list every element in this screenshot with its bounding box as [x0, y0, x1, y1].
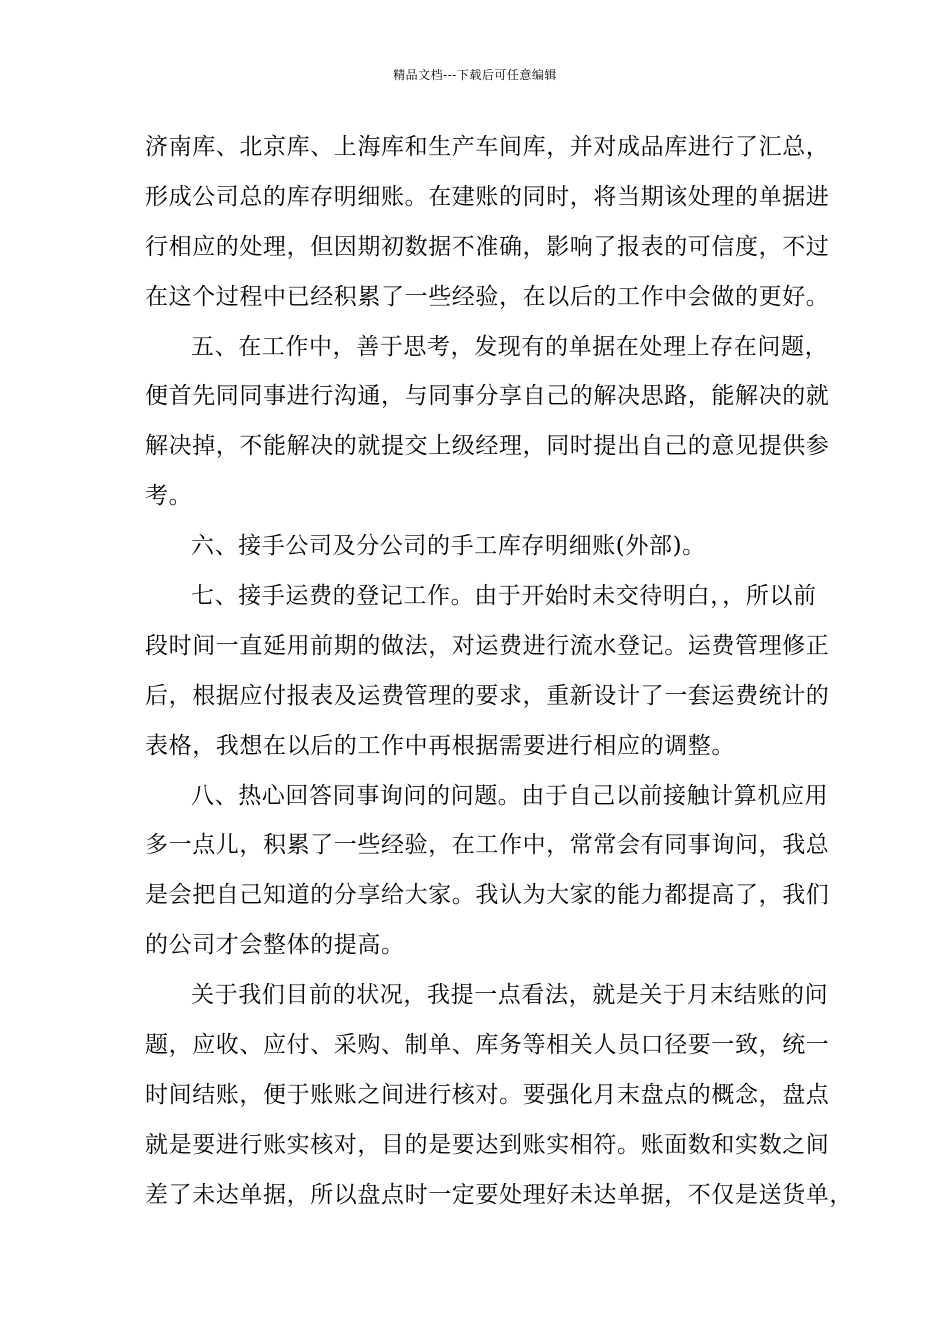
text-line: 就是要进行账实核对，目的是要达到账实相符。账面数和实数之间: [145, 1131, 830, 1158]
text-line: 五、在工作中，善于思考，发现有的单据在处理上存在问题，: [191, 333, 829, 360]
body-text: [145, 129, 853, 1227]
text-line: 济南库、北京库、上海库和生产车间库，并对成品库进行了汇总，: [145, 134, 830, 160]
text-line: 的公司才会整体的提高。: [145, 932, 405, 959]
text-line: 六、接手公司及分公司的手工库存明细账(外部)。: [191, 533, 706, 560]
text-line: 多一点儿，积累了一些经验，在工作中，常常会有同事询问，我总: [145, 832, 830, 859]
text-line: 行相应的处理，但因期初数据不准确，影响了报表的可信度，不过: [145, 233, 830, 260]
text-line: 段时间一直延用前期的做法，对运费进行流水登记。运费管理修正: [145, 632, 830, 659]
text-line: 八、热心回答同事询问的问题。由于自己以前接触计算机应用: [191, 782, 829, 809]
text-line: 在这个过程中已经积累了一些经验，在以后的工作中会做的更好。: [145, 283, 830, 310]
text-line: 表格，我想在以后的工作中再根据需要进行相应的调整。: [145, 732, 735, 759]
text-line: 七、接手运费的登记工作。由于开始时未交待明白，，所以前: [191, 583, 817, 610]
text-line: 便首先同同事进行沟通，与同事分享自己的解决思路，能解决的就: [145, 383, 830, 410]
text-line: 后，根据应付报表及运费管理的要求，重新设计了一套运费统计的: [145, 682, 830, 709]
text-line: 关于我们目前的状况，我提一点看法，就是关于月末结账的问: [191, 982, 829, 1009]
text-line: 是会把自己知道的分享给大家。我认为大家的能力都提高了，我们: [145, 882, 830, 909]
page-header: 精品文档---下载后可任意编辑: [393, 68, 557, 82]
text-line: 时间结账，便于账账之间进行核对。要强化月末盘点的概念，盘点: [145, 1081, 830, 1108]
text-line: 解决掉，不能解决的就提交上级经理，同时提出自己的意见提供参: [145, 433, 830, 460]
text-line: 差了未达单据，所以盘点时一定要处理好未达单据，不仅是送货单，: [145, 1181, 853, 1208]
text-line: 题，应收、应付、采购、制单、库务等相关人员口径要一致，统一: [145, 1032, 830, 1059]
text-line: 考。: [145, 483, 193, 510]
text-line: 形成公司总的库存明细账。在建账的同时，将当期该处理的单据进: [145, 183, 830, 210]
